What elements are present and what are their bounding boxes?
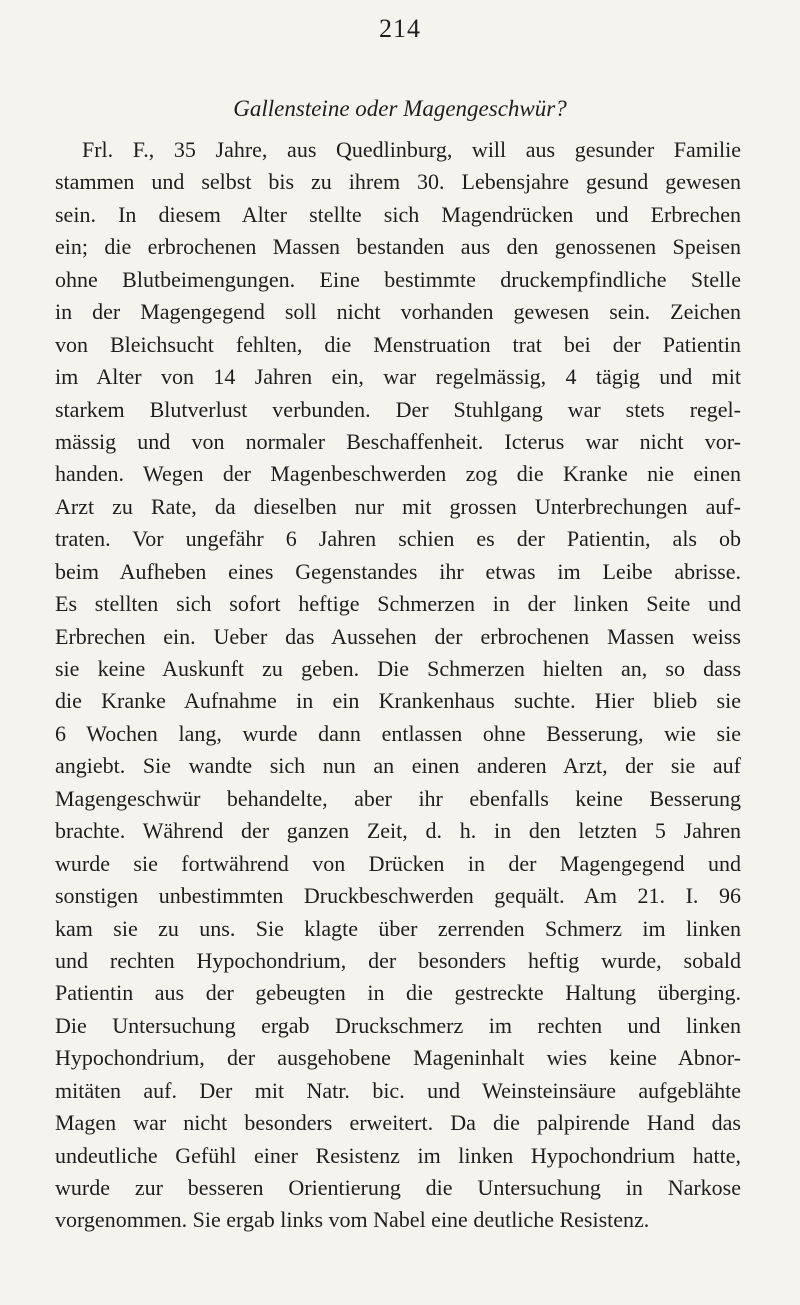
- text-line: angiebt. Sie wandte sich nun an einen anderen Arzt, der sie auf: [55, 753, 741, 779]
- text-line: brachte. Während der ganzen Zeit, d. h. in den letzten 5 Jahren: [55, 818, 741, 844]
- text-line: undeutliche Gefühl einer Resistenz im linken Hypochondrium hatte,: [55, 1142, 741, 1168]
- text-line: die Kranke Aufnahme in ein Krankenhaus suchte. Hier blieb sie: [55, 688, 741, 714]
- text-line: beim Aufheben eines Gegenstandes ihr etwas im Leibe abrisse.: [55, 558, 741, 584]
- text-line: Patientin aus der gebeugten in die gestreckte Haltung überging.: [55, 980, 741, 1006]
- text-line: 6 Wochen lang, wurde dann entlassen ohne Besserung, wie sie: [55, 720, 741, 746]
- text-line: starkem Blutverlust verbunden. Der Stuhlgang war stets regel-: [55, 396, 741, 422]
- text-line: im Alter von 14 Jahren ein, war regelmässig, 4 tägig und mit: [55, 364, 741, 390]
- text-line: Arzt zu Rate, da dieselben nur mit grossen Unterbrechungen auf-: [55, 493, 741, 519]
- text-line: Magengeschwür behandelte, aber ihr ebenfalls keine Besserung: [55, 785, 741, 811]
- page-number: 214: [379, 14, 421, 43]
- text-line: ein; die erbrochenen Massen bestanden aus den genossenen Speisen: [55, 234, 741, 260]
- text-line: sonstigen unbestimmten Druckbeschwerden gequält. Am 21. I. 96: [55, 883, 741, 909]
- text-line: mässig und von normaler Beschaffenheit. Icterus war nicht vor-: [55, 428, 741, 454]
- section-title: Gallensteine oder Magengeschwür?: [233, 96, 567, 121]
- text-line: Die Untersuchung ergab Druckschmerz im rechten und linken: [55, 1012, 741, 1038]
- text-line: sie keine Auskunft zu geben. Die Schmerzen hielten an, so dass: [55, 656, 741, 681]
- text-line: in der Magengegend soll nicht vorhanden gewesen sein. Zeichen: [55, 299, 741, 325]
- text-line: Frl. F., 35 Jahre, aus Quedlinburg, will aus gesunder Familie: [82, 137, 741, 162]
- text-line: Es stellten sich sofort heftige Schmerzen in der linken Seite und: [55, 591, 741, 617]
- text-line: wurde zur besseren Orientierung die Untersuchung in Narkose: [55, 1175, 741, 1200]
- text-line: sein. In diesem Alter stellte sich Magendrücken und Erbrechen: [55, 201, 741, 227]
- text-line: stammen und selbst bis zu ihrem 30. Lebensjahre gesund gewesen: [55, 169, 741, 195]
- text-line: handen. Wegen der Magenbeschwerden zog die Kranke nie einen: [55, 461, 741, 487]
- text-line: Magen war nicht besonders erweitert. Da die palpirende Hand das: [55, 1110, 741, 1136]
- text-line: Erbrechen ein. Ueber das Aussehen der erbrochenen Massen weiss: [55, 623, 741, 649]
- text-line: von Bleichsucht fehlten, die Menstruation trat bei der Patientin: [55, 331, 741, 357]
- text-line: Hypochondrium, der ausgehobene Mageninhalt wies keine Abnor-: [55, 1045, 741, 1071]
- body-text: [55, 134, 741, 1237]
- text-line: wurde sie fortwährend von Drücken in der Magengegend und: [55, 850, 741, 876]
- text-line: und rechten Hypochondrium, der besonders heftig wurde, sobald: [55, 947, 741, 973]
- text-line: kam sie zu uns. Sie klagte über zerrenden Schmerz im linken: [55, 915, 741, 941]
- text-line: ohne Blutbeimengungen. Eine bestimmte druckempfindliche Stelle: [55, 266, 741, 292]
- text-line: mitäten auf. Der mit Natr. bic. und Weinsteinsäure aufgeblähte: [55, 1077, 741, 1103]
- text-line: traten. Vor ungefähr 6 Jahren schien es der Patientin, als ob: [55, 526, 741, 552]
- text-line: vorgenommen. Sie ergab links vom Nabel eine deutliche Resistenz.: [55, 1207, 650, 1233]
